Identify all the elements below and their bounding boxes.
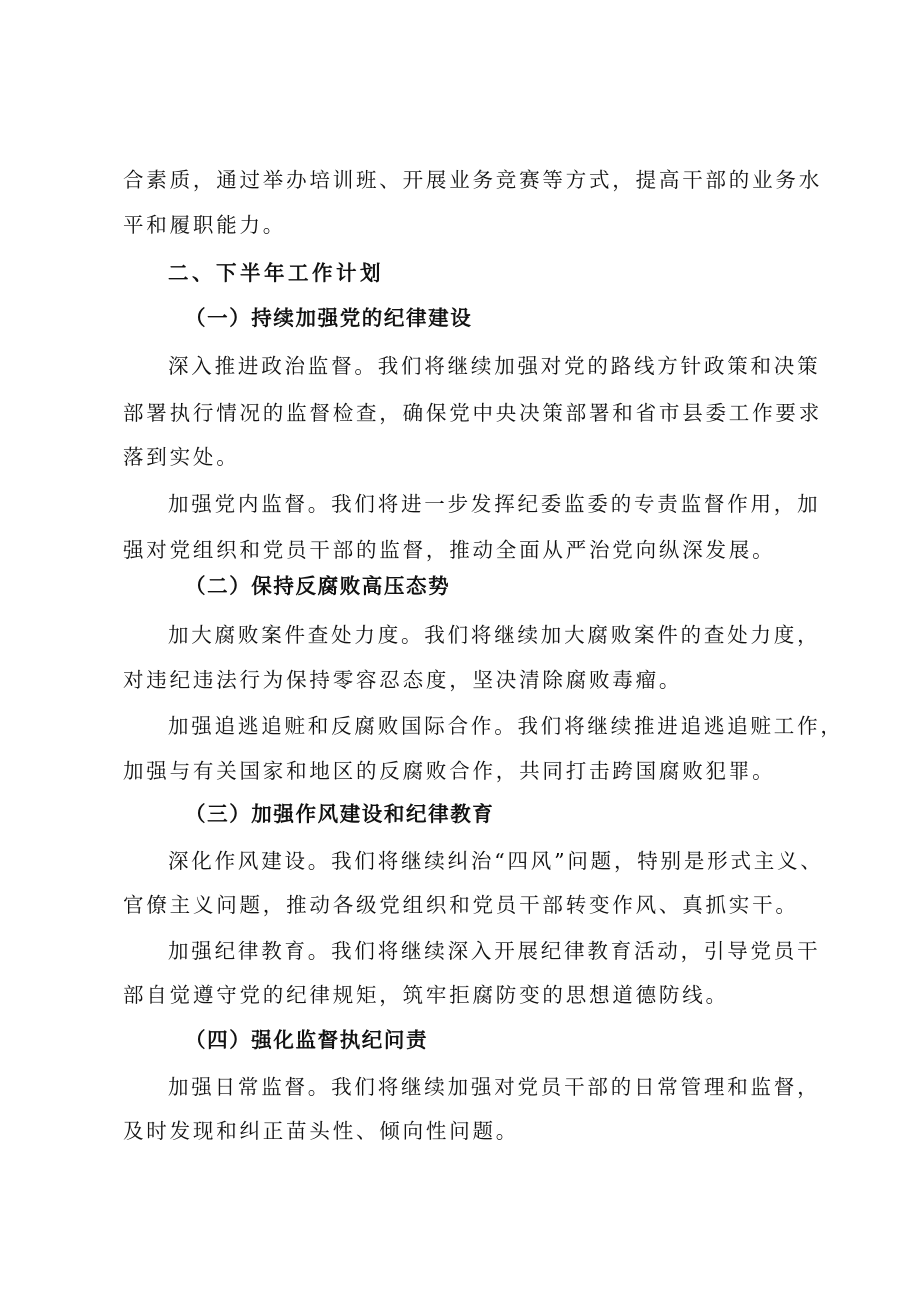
paragraph-line: 部署执行情况的监督检查，确保党中央决策部署和省市县委工作要求 (123, 401, 822, 425)
paragraph-line: 加强追逃追赃和反腐败国际合作。我们将继续推进追逃追赃工作， (168, 714, 844, 738)
paragraph-line: 加强日常监督。我们将继续加强对党员干部的日常管理和监督， (168, 1075, 821, 1099)
paragraph-line: 对违纪违法行为保持零容忍态度，坚决清除腐败毒瘤。 (123, 668, 683, 692)
paragraph-line: 官僚主义问题，推动各级党组织和党员干部转变作风、真抓实干。 (123, 893, 799, 917)
paragraph-line: 强对党组织和党员干部的监督，推动全面从严治党向纵深发展。 (123, 538, 776, 562)
paragraph-line: 加强党内监督。我们将进一步发挥纪委监委的专责监督作用，加 (168, 492, 821, 516)
section-heading: 二、下半年工作计划 (168, 261, 384, 285)
paragraph-line: 部自觉遵守党的纪律规矩，筑牢拒腐防变的思想道德防线。 (123, 983, 729, 1007)
subsection-heading: （一）持续加强党的纪律建设 (185, 306, 473, 330)
paragraph-line: 深化作风建设。我们将继续纠治“四风”问题，特别是形式主义、 (168, 849, 824, 873)
paragraph-line: 加强纪律教育。我们将继续深入开展纪律教育活动，引导党员干 (168, 939, 821, 963)
subsection-heading: （三）加强作风建设和纪律教育 (185, 802, 495, 826)
subsection-heading: （二）保持反腐败高压态势 (185, 574, 451, 598)
paragraph-line: 落到实处。 (123, 445, 240, 469)
paragraph-line: 合素质，通过举办培训班、开展业务竞赛等方式，提高干部的业务水 (123, 168, 822, 192)
paragraph-line: 平和履职能力。 (123, 213, 287, 237)
paragraph-line: 及时发现和纠正苗头性、倾向性问题。 (123, 1119, 520, 1143)
subsection-heading: （四）强化监督执纪问责 (185, 1028, 429, 1052)
paragraph-line: 深入推进政治监督。我们将继续加强对党的路线方针政策和决策 (168, 354, 821, 378)
paragraph-line: 加强与有关国家和地区的反腐败合作，共同打击跨国腐败犯罪。 (123, 759, 776, 783)
paragraph-line: 加大腐败案件查处力度。我们将继续加大腐败案件的查处力度， (168, 623, 821, 647)
